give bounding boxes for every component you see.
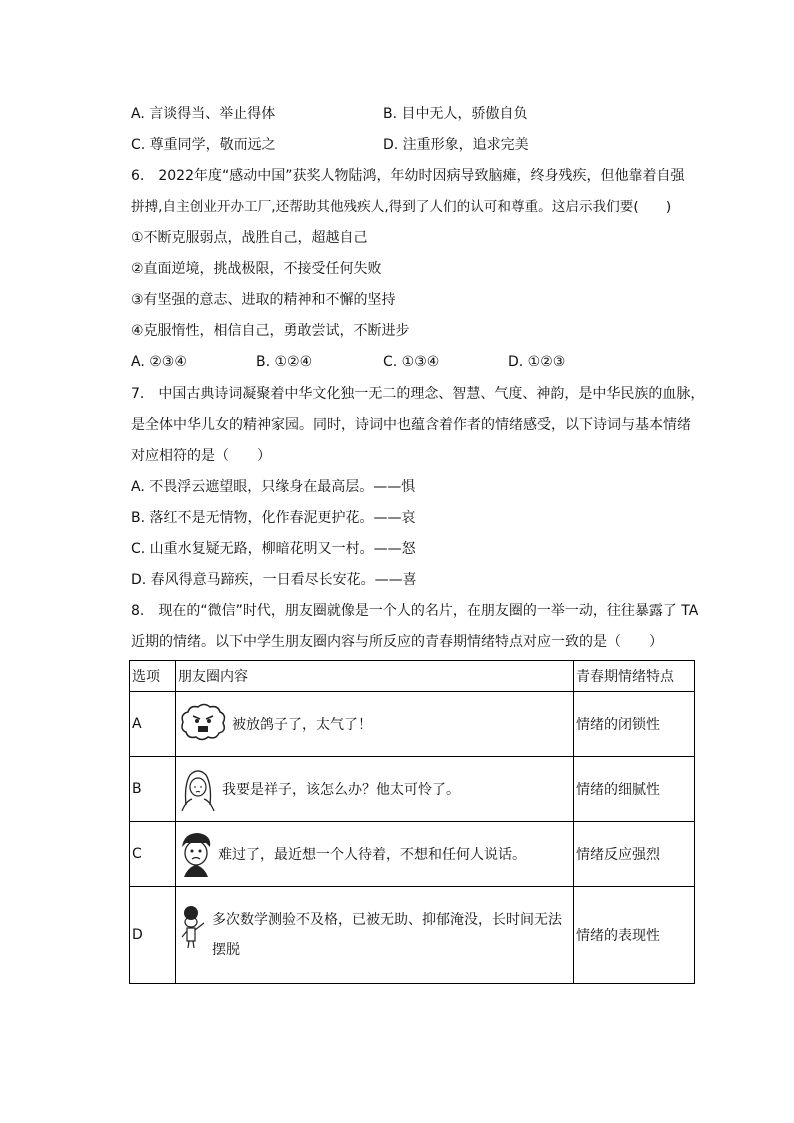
q7-option-d: D. 春风得意马蹄疾，一日看尽长安花。——喜: [131, 572, 417, 588]
q6-option-a: A. ②③④: [131, 354, 187, 370]
row-option: B: [130, 757, 176, 822]
table-row: [130, 822, 695, 887]
q6-option-b: B. ①②④: [256, 354, 313, 370]
q5-option-d: D. 注重形象，追求完美: [383, 137, 529, 153]
q5-option-a: A. 言谈得当、举止得体: [131, 106, 276, 122]
row-content-cell: [176, 887, 574, 984]
table-header-row: [130, 661, 695, 692]
row-trait: 情绪的闭锁性: [574, 692, 695, 757]
q8-stem-line2: 近期的情绪。以下中学生朋友圈内容与所反应的青春期情绪特点对应一致的是（ ）: [131, 634, 663, 650]
header-option: 选项: [130, 661, 176, 692]
q6-option-d: D. ①②③: [508, 354, 566, 370]
q7-stem-line3: 对应相符的是（ ）: [131, 448, 271, 464]
row-content-text: 多次数学测验不及格，已被无助、抑郁淹没，长时间无法摆脱: [212, 912, 562, 958]
q7-option-b: B. 落红不是无情物，化作春泥更护花。——哀: [131, 510, 416, 526]
q7-option-c: C. 山重水复疑无路，柳暗花明又一村。——怒: [131, 541, 416, 557]
row-option: A: [130, 692, 176, 757]
angry-face-cloud-icon: [178, 702, 228, 746]
row-content-text: 难过了，最近想一个人待着，不想和任何人说话。: [218, 847, 526, 863]
row-trait: 情绪反应强烈: [574, 822, 695, 887]
q5-option-b: B. 目中无人，骄傲自负: [383, 106, 528, 122]
row-trait: 情绪的表现性: [574, 887, 695, 984]
crying-child-icon: [178, 905, 208, 949]
q7-option-a: A. 不畏浮云遮望眼，只缘身在最高层。——惧: [131, 479, 416, 495]
q7-stem-line2: 是全体中华儿女的精神家园。同时，诗词中也蕴含着作者的情绪感受，以下诗词与基本情绪: [131, 417, 691, 433]
table-row: [130, 757, 695, 822]
row-content-cell: [176, 822, 574, 887]
q6-option-c: C. ①③④: [383, 354, 440, 370]
q6-statement-3: ③有坚强的意志、进取的精神和不懈的坚持: [131, 292, 396, 308]
q6-statement-1: ①不断克服弱点，战胜自己，超越自己: [131, 230, 368, 246]
q6-stem-line1: 6. 2022年度“感动中国”获奖人物陆鸿，年幼时因病导致脑瘫，终身残疾，但他靠着自强: [131, 168, 685, 184]
header-trait: 青春期情绪特点: [574, 661, 695, 692]
row-option: C: [130, 822, 176, 887]
row-trait: 情绪的细腻性: [574, 757, 695, 822]
q6-statement-2: ②直面逆境，挑战极限，不接受任何失败: [131, 261, 382, 277]
table-row: [130, 887, 695, 984]
q6-stem-line2: 拼搏,自主创业开办工厂,还帮助其他残疾人,得到了人们的认可和尊重。这启示我们要( ): [131, 199, 672, 215]
header-content: 朋友圈内容: [176, 661, 574, 692]
sad-face-icon: [178, 829, 214, 879]
q6-statement-4: ④克服惰性，相信自己，勇敢尝试，不断进步: [131, 323, 410, 339]
table-row: [130, 692, 695, 757]
row-content-cell: [176, 757, 574, 822]
q8-table: [129, 660, 695, 984]
q5-option-c: C. 尊重同学，敬而远之: [131, 137, 276, 153]
q8-stem-line1: 8. 现在的“微信”时代，朋友圈就像是一个人的名片，在朋友圈的一举一动，往往暴露了 TA: [131, 603, 699, 619]
row-option: D: [130, 887, 176, 984]
q7-stem-line1: 7. 中国古典诗词凝聚着中华文化独一无二的理念、智慧、气度、神韵，是中华民族的血脉，: [131, 386, 705, 402]
row-content-text: 被放鸽子了，太气了！: [232, 717, 372, 733]
hooded-girl-icon: [178, 765, 218, 813]
row-content-text: 我要是祥子，该怎么办？他太可怜了。: [222, 782, 460, 798]
row-content-cell: [176, 692, 574, 757]
